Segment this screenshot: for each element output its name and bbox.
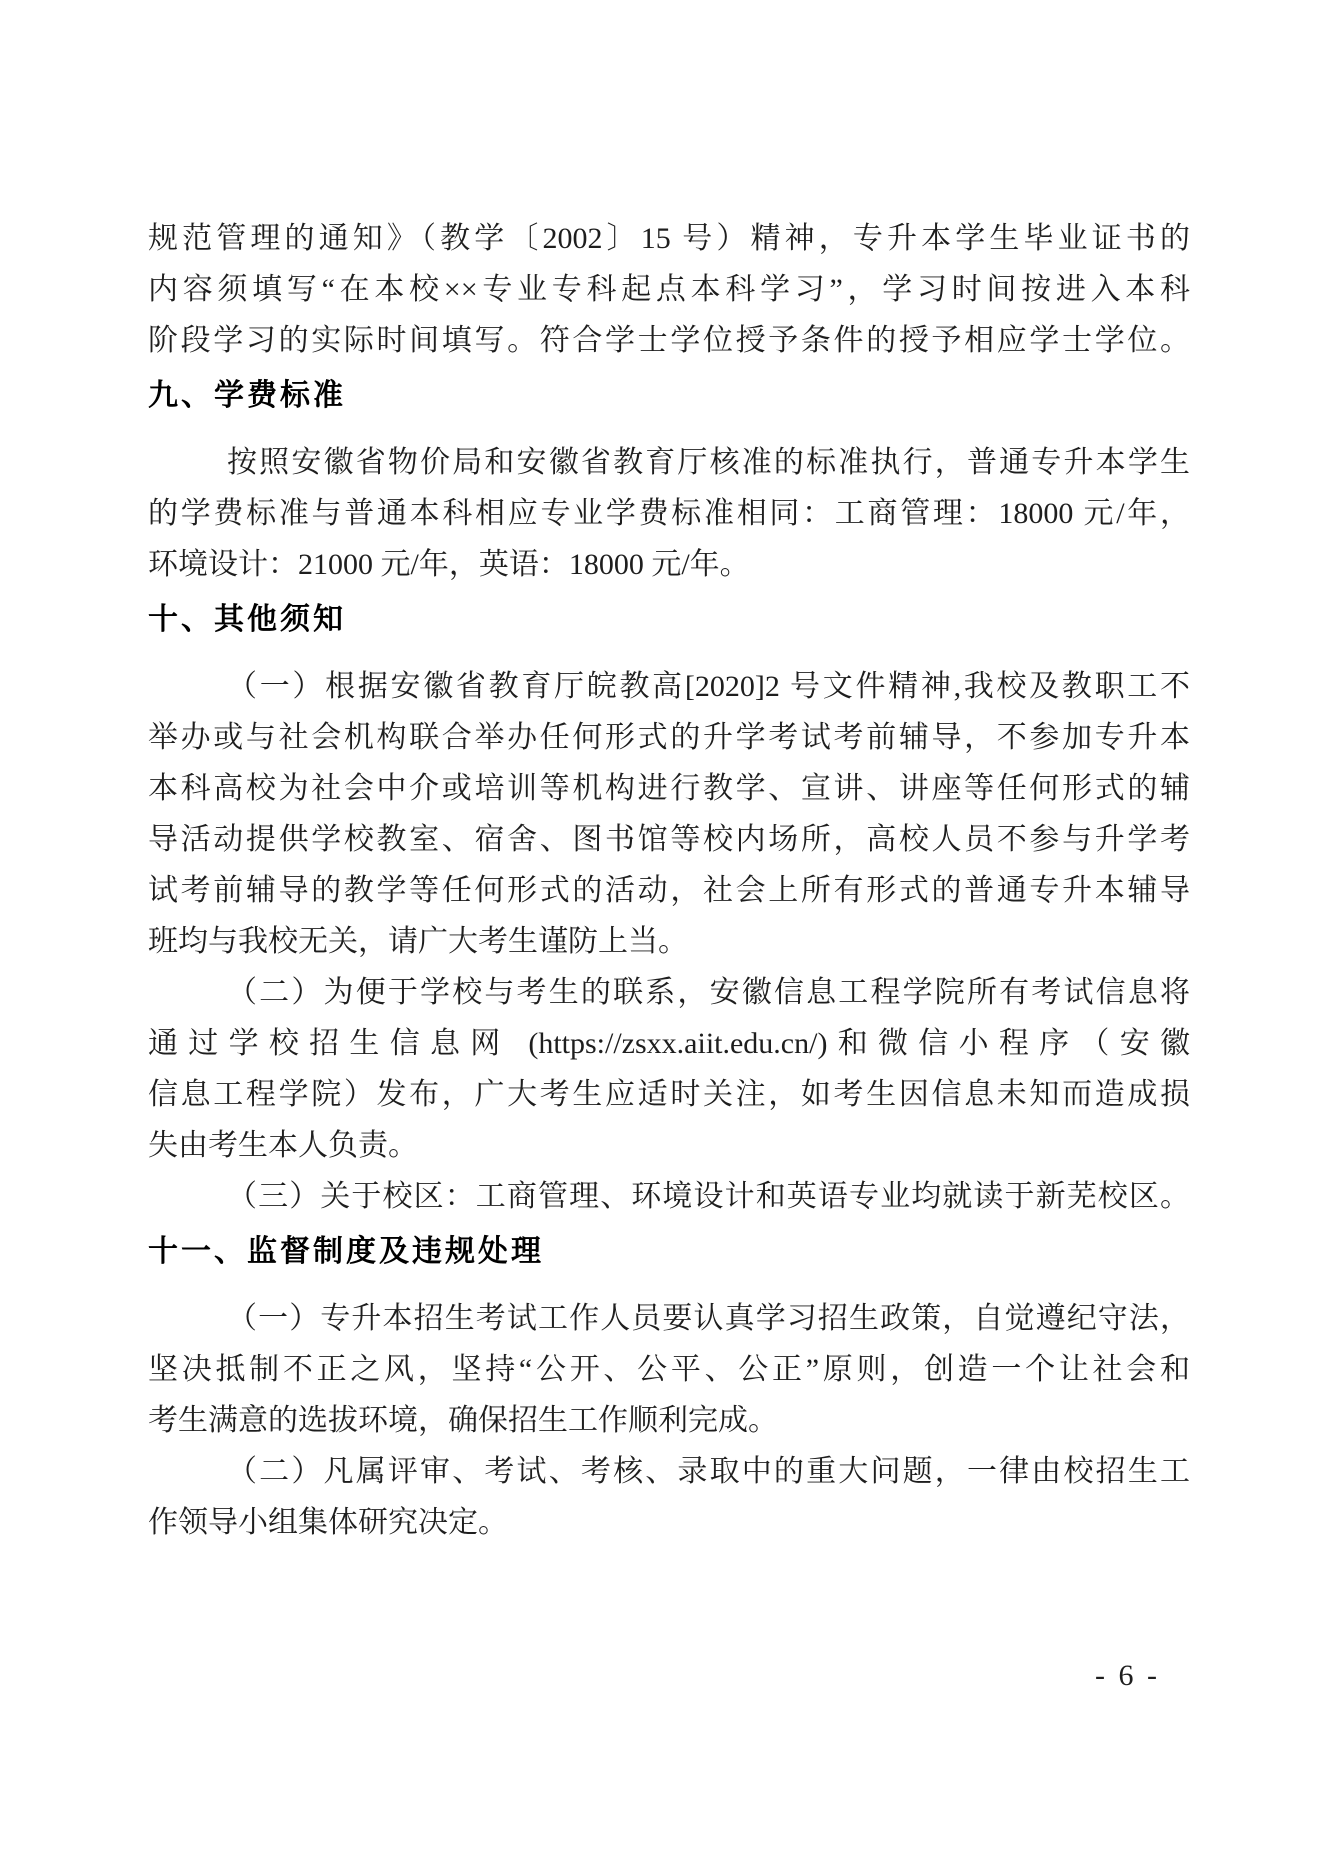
document-body — [148, 213, 1190, 1548]
text-line: 试考前辅导的教学等任何形式的活动，社会上所有形式的普通专升本辅导 — [148, 874, 1190, 907]
paragraph — [148, 1293, 1190, 1446]
paragraph — [148, 1171, 1190, 1222]
text-line: （一）根据安徽省教育厅皖教高[2020]2 号文件精神,我校及教职工不 — [227, 670, 1190, 703]
text-line: 规范管理的通知》（教学〔2002〕15 号）精神，专升本学生毕业证书的 — [148, 222, 1190, 255]
text-line: 作领导小组集体研究决定。 — [148, 1506, 508, 1539]
paragraph — [148, 967, 1190, 1171]
text-line: 导活动提供学校教室、宿舍、图书馆等校内场所，高校人员不参与升学考 — [148, 823, 1190, 856]
text-line: 坚决抵制不正之风，坚持“公开、公平、公正”原则，创造一个让社会和 — [148, 1353, 1190, 1386]
text-line: 按照安徽省物价局和安徽省教育厅核准的标准执行，普通专升本学生 — [227, 446, 1190, 479]
text-line: （二）为便于学校与考生的联系，安徽信息工程学院所有考试信息将 — [227, 976, 1190, 1009]
text-line: 本科高校为社会中介或培训等机构进行教学、宣讲、讲座等任何形式的辅 — [148, 772, 1190, 805]
text-line: 信息工程学院）发布，广大考生应适时关注，如考生因信息未知而造成损 — [148, 1078, 1190, 1111]
text-line: （二）凡属评审、考试、考核、录取中的重大问题，一律由校招生工 — [227, 1455, 1190, 1488]
text-line: 班均与我校无关，请广大考生谨防上当。 — [148, 925, 688, 958]
section-heading: 十、其他须知 — [148, 603, 346, 636]
text-line: 举办或与社会机构联合举办任何形式的升学考试考前辅导，不参加专升本 — [148, 721, 1190, 754]
section-heading: 十一、监督制度及违规处理 — [148, 1235, 544, 1268]
paragraph — [148, 661, 1190, 967]
text-line: （一）专升本招生考试工作人员要认真学习招生政策，自觉遵纪守法， — [227, 1302, 1190, 1335]
text-line: 失由考生本人负责。 — [148, 1129, 418, 1162]
text-line: 内容须填写“在本校××专业专科起点本科学习”，学习时间按进入本科 — [148, 273, 1190, 306]
text-line: 环境设计：21000 元/年，英语：18000 元/年。 — [148, 548, 750, 581]
paragraph — [148, 1446, 1190, 1548]
section-heading: 九、学费标准 — [148, 379, 346, 412]
text-line: 通过学校招生信息网 (https://zsxx.aiit.edu.cn/)和微信小程序（安徽 — [148, 1027, 1190, 1060]
text-line: 考生满意的选拔环境，确保招生工作顺利完成。 — [148, 1404, 778, 1437]
page-number: - 6 - — [1095, 1659, 1160, 1692]
text-line: （三）关于校区：工商管理、环境设计和英语专业均就读于新芜校区。 — [227, 1180, 1190, 1213]
paragraph — [148, 437, 1190, 590]
paragraph — [148, 213, 1190, 366]
text-line: 阶段学习的实际时间填写。符合学士学位授予条件的授予相应学士学位。 — [148, 324, 1190, 357]
text-line: 的学费标准与普通本科相应专业学费标准相同：工商管理：18000 元/年， — [148, 497, 1190, 530]
